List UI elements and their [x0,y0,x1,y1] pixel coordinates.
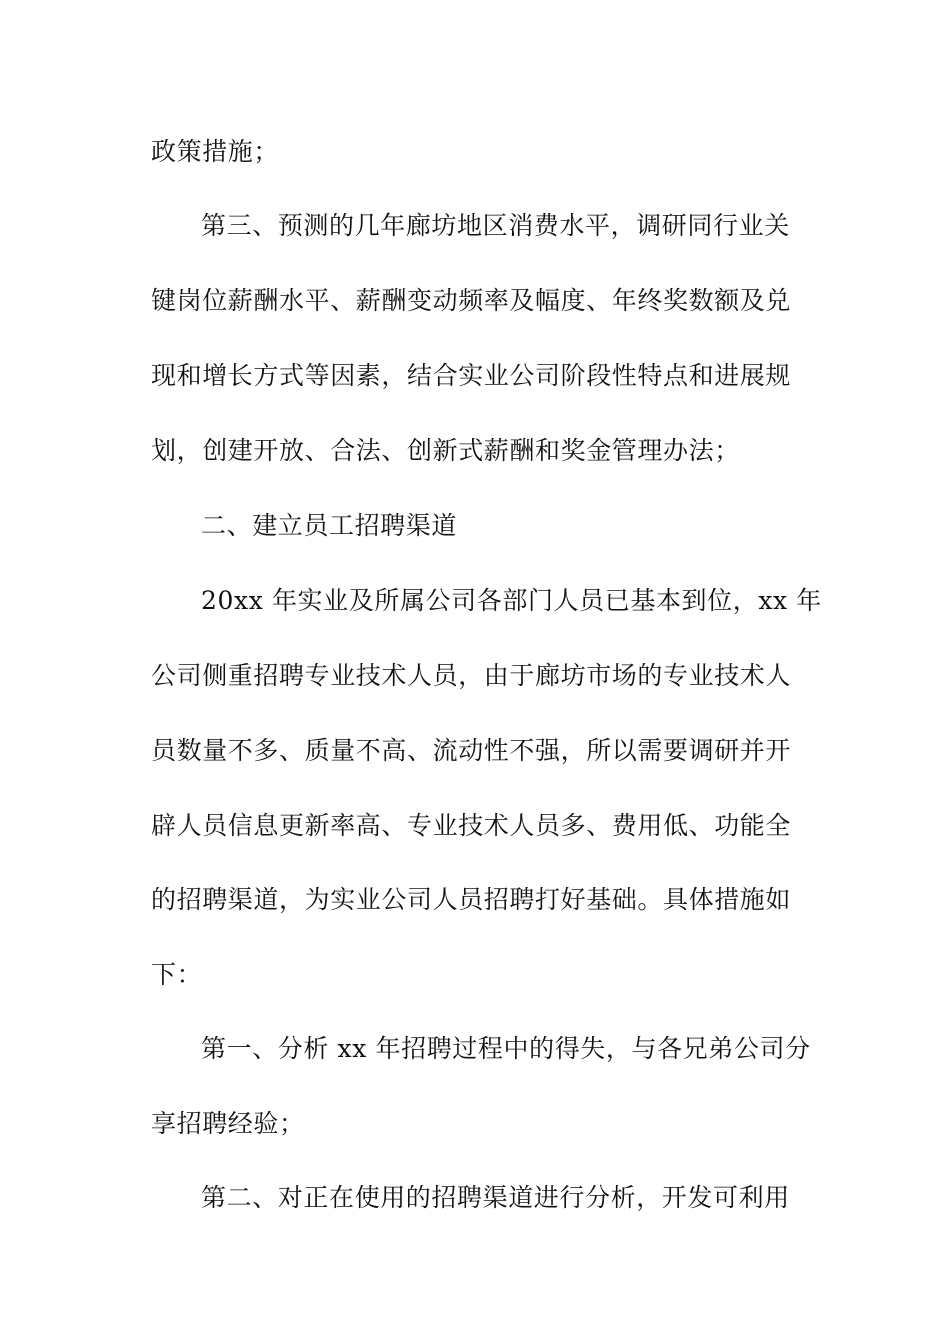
text-line: 下： [151,960,203,989]
text-line: 享招聘经验； [151,1109,305,1138]
text-line: 划，创建开放、合法、创新式薪酬和奖金管理办法； [151,436,740,465]
text-line: 键岗位薪酬水平、薪酬变动频率及幅度、年终奖数额及兑 [151,286,792,315]
text-line: 20xx 年实业及所属公司各部门人员已基本到位，xx 年 [201,586,822,615]
section-heading: 二、建立员工招聘渠道 [201,511,458,540]
text-line: 员数量不多、质量不高、流动性不强，所以需要调研并开 [151,736,792,765]
text-line: 政策措施； [151,137,280,166]
text-line: 第三、预测的几年廊坊地区消费水平，调研同行业关 [201,211,790,240]
text-line: 现和增长方式等因素，结合实业公司阶段性特点和进展规 [151,361,792,390]
text-line: 第二、对正在使用的招聘渠道进行分析，开发可利用 [201,1183,790,1212]
text-line: 第一、分析 xx 年招聘过程中的得失，与各兄弟公司分 [201,1034,811,1063]
text-line: 的招聘渠道，为实业公司人员招聘打好基础。具体措施如 [151,885,792,914]
text-line: 公司侧重招聘专业技术人员，由于廊坊市场的专业技术人 [151,661,792,690]
text-line: 辟人员信息更新率高、专业技术人员多、费用低、功能全 [151,811,792,840]
